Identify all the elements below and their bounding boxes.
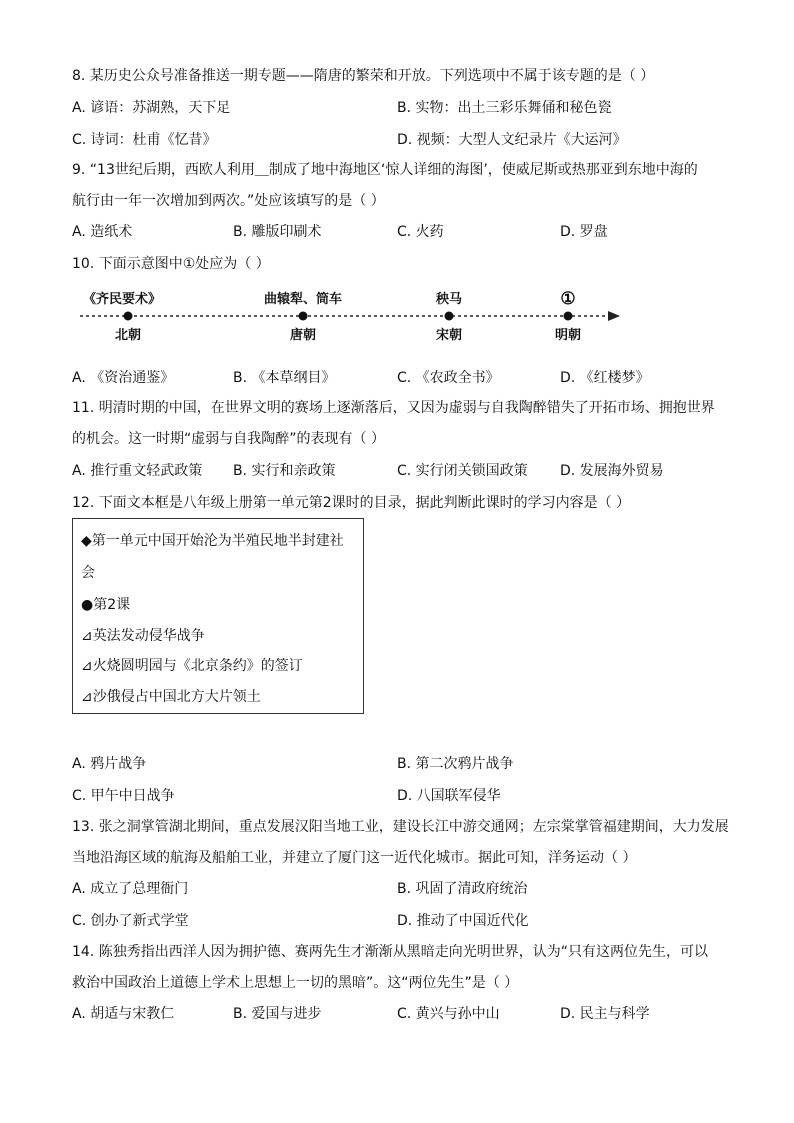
timeline-top-label-3: 秧马 <box>435 292 463 307</box>
q12-option-d: D. 八国联军侵华 <box>397 788 501 804</box>
timeline-bottom-label-3: 宋朝 <box>435 328 463 343</box>
q13-option-d: D. 推动了中国近代化 <box>397 913 529 929</box>
timeline-top-label-1: 《齐民要术》 <box>82 292 162 307</box>
q9-stem-line1: 9. “13世纪后期，西欧人利用＿制成了地中海地区‘惊人详细的海图’，使威尼斯或热那亚到东地中海的 <box>72 162 698 178</box>
q10-option-a: A. 《资治通鉴》 <box>72 370 175 386</box>
timeline-bottom-label-4: 明朝 <box>554 328 582 343</box>
timeline-dot-1 <box>124 312 133 321</box>
timeline-top-label-2: 曲辕犁、筒车 <box>263 292 343 307</box>
q11-option-b: B. 实行和亲政策 <box>233 463 336 479</box>
timeline-dot-4 <box>564 312 573 321</box>
toc-line-1: ◆第一单元中国开始沦为半殖民地半封建社 <box>81 533 344 549</box>
q8-option-d: D. 视频：大型人文纪录片《大运河》 <box>397 132 627 148</box>
q9-option-a: A. 造纸术 <box>72 224 133 240</box>
toc-line-4: ⊿英法发动侵华战争 <box>81 628 205 644</box>
q13-option-b: B. 巩固了清政府统治 <box>397 881 528 897</box>
q9-stem-line2: 航行由一年一次增加到两次。”处应该填写的是（ ） <box>72 193 385 209</box>
q13-stem-line1: 13. 张之洞掌管湖北期间，重点发展汉阳当地工业，建设长江中游交通网；左宗棠掌管福建期间，大力发展 <box>72 819 729 835</box>
q9-option-c: C. 火药 <box>397 224 444 240</box>
q11-option-d: D. 发展海外贸易 <box>560 463 664 479</box>
timeline-dot-3 <box>445 312 454 321</box>
q11-stem-line1: 11. 明清时期的中国，在世界文明的赛场上逐渐落后，又因为虚弱与自我陶醉错失了开拓市场、拥抱世界 <box>72 400 715 416</box>
q13-option-c: C. 创办了新式学堂 <box>72 913 189 929</box>
q10-stem: 10. 下面示意图中①处应为（ ） <box>72 256 270 272</box>
q13-stem-line2: 当地沿海区域的航海及船舶工业，并建立了厦门这一近代化城市。据此可知，洋务运动（ ） <box>72 850 637 866</box>
q13-option-a: A. 成立了总理衙门 <box>72 881 189 897</box>
q10-option-b: B. 《本草纲目》 <box>233 370 336 386</box>
q8-stem: 8. 某历史公众号准备推送一期专题——隋唐的繁荣和开放。下列选项中不属于该专题的是（ ） <box>72 68 655 84</box>
q11-stem-line2: 的机会。这一时期“虚弱与自我陶醉”的表现有（ ） <box>72 431 385 447</box>
q14-option-c: C. 黄兴与孙中山 <box>397 1006 500 1022</box>
timeline-dot-2 <box>299 312 308 321</box>
q12-stem: 12. 下面文本框是八年级上册第一单元第2课时的目录，据此判断此课时的学习内容是（ ） <box>72 495 631 511</box>
q8-option-c: C. 诗词：杜甫《忆昔》 <box>72 132 217 148</box>
q12-table-of-contents-box <box>72 518 364 714</box>
q12-option-b: B. 第二次鸦片战争 <box>397 756 514 772</box>
toc-line-3: ●第2课 <box>81 597 131 613</box>
q14-stem-line2: 救治中国政治上道德上学术上思想上一切的黑暗”。这“两位先生”是（ ） <box>72 975 519 991</box>
q11-option-a: A. 推行重文轻武政策 <box>72 463 203 479</box>
q10-timeline-diagram <box>72 282 632 354</box>
timeline-bottom-label-1: 北朝 <box>114 328 142 343</box>
q10-option-c: C. 《农政全书》 <box>397 370 500 386</box>
toc-line-5: ⊿火烧圆明园与《北京条约》的签订 <box>81 658 303 674</box>
q9-option-b: B. 雕版印刷术 <box>233 224 322 240</box>
q14-option-b: B. 爱国与进步 <box>233 1006 322 1022</box>
q12-option-c: C. 甲午中日战争 <box>72 788 175 804</box>
q11-option-c: C. 实行闭关锁国政策 <box>397 463 528 479</box>
q8-option-a: A. 谚语：苏湖熟，天下足 <box>72 100 231 116</box>
timeline-top-label-4: ① <box>560 289 576 309</box>
q14-option-a: A. 胡适与宋教仁 <box>72 1006 175 1022</box>
toc-line-2: 会 <box>81 565 95 581</box>
timeline-bottom-label-2: 唐朝 <box>289 328 317 343</box>
q14-stem-line1: 14. 陈独秀指出西洋人因为拥护德、赛两先生才渐渐从黑暗走向光明世界，认为“只有这两位先生，可以 <box>72 944 708 960</box>
q12-option-a: A. 鸦片战争 <box>72 756 147 772</box>
q9-option-d: D. 罗盘 <box>560 224 608 240</box>
q8-option-b: B. 实物：出土三彩乐舞俑和秘色瓷 <box>397 100 612 116</box>
q14-option-d: D. 民主与科学 <box>560 1006 650 1022</box>
timeline-arrow-icon <box>608 311 620 321</box>
q10-option-d: D. 《红楼梦》 <box>560 370 650 386</box>
toc-line-6: ⊿沙俄侵占中国北方大片领土 <box>81 689 261 705</box>
